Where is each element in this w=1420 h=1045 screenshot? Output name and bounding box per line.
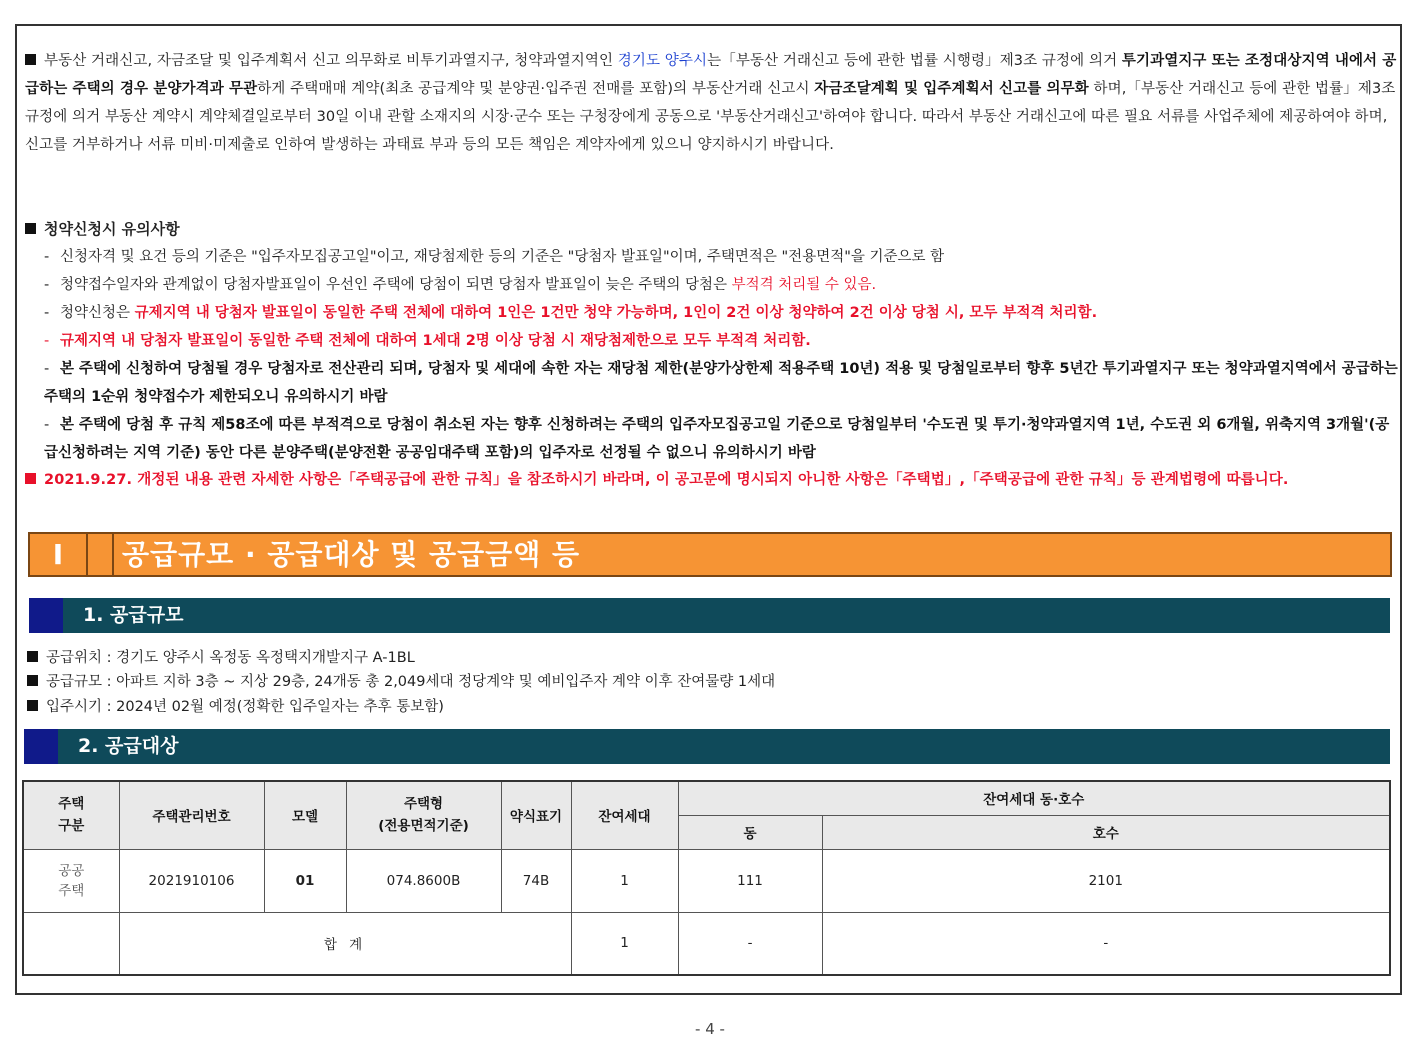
dash-icon: -: [44, 417, 50, 433]
cell-house-type: 공공 주택: [23, 849, 119, 912]
header-ho: 호수: [822, 815, 1390, 849]
notice-heading-text: 청약신청시 유의사항: [44, 220, 180, 238]
subsection-title: 2. 공급대상: [78, 735, 179, 757]
intro-paragraph: [25, 47, 1397, 159]
cell-mgmt-number: 2021910106: [119, 849, 264, 912]
header-mgmt-number: 주택관리번호: [119, 781, 264, 849]
supply-table: [22, 780, 1391, 976]
header-abbreviation: 약식표기: [501, 781, 571, 849]
cell-total-label: 합 계: [119, 912, 571, 975]
square-bullet-icon: [25, 54, 36, 65]
header-remaining: 잔여세대: [571, 781, 678, 849]
notice-heading: [25, 218, 180, 239]
cell-total-remaining: 1: [571, 912, 678, 975]
table-row: [23, 849, 1390, 912]
notice-item-text: 청약신청은: [60, 305, 135, 321]
cell-total-ho: -: [822, 912, 1390, 975]
scale-location-text: 공급위치 : 경기도 양주시 옥정동 옥정택지개발지구 A-1BL: [46, 650, 415, 666]
subsection-header-2: [24, 729, 1390, 764]
scale-location: [27, 646, 415, 670]
square-bullet-icon: [27, 700, 38, 711]
red-notice: [25, 466, 1397, 494]
table-total-row: [23, 912, 1390, 975]
section-banner: [28, 532, 1392, 577]
notice-item-bold: 본 주택에 신청하여 당첨될 경우 당첨자로 전산관리 되며, 당첨자 및 세대에 속한 자는 재당첨 제한(분양가상한제 적용주택 10년) 적용 및 당첨일로부터 향후 5년간 투기과열지구 또는 청약과열지역에서 공급하는 주택의 1순위 청약접수가 제한되오니 유의하시기 바람: [44, 361, 1398, 405]
square-bullet-icon: [27, 651, 38, 662]
scale-movein-text: 입주시기 : 2024년 02월 예정(정확한 입주일자는 추후 통보함): [46, 699, 444, 715]
scale-movein: [27, 695, 444, 719]
cell-empty: [23, 912, 119, 975]
section-number: I: [30, 534, 88, 575]
notice-item: [44, 327, 1400, 355]
intro-region: 경기도 양주시: [617, 53, 708, 69]
red-notice-text: 2021.9.27. 개정된 내용 관련 자세한 사항은「주택공급에 관한 규칙」을 참조하시기 바라며, 이 공고문에 명시되지 아니한 사항은「주택법」,「주택공급에 관한 규칙」등 관계법령에 따릅니다.: [44, 472, 1289, 488]
scale-size-text: 공급규모 : 아파트 지하 3층 ~ 지상 29층, 24개동 총 2,049세대 정당계약 및 예비입주자 계약 이후 잔여물량 1세대: [46, 674, 776, 690]
header-house-type: 주택 구분: [23, 781, 119, 849]
intro-bold: 투기과열지구 또는 조정대상지역 내에서 공급하는 주택의 경우 분양가격과 무관: [25, 53, 1397, 97]
subsection-marker: [29, 598, 63, 633]
header-unit-number: 잔여세대 동·호수: [678, 781, 1390, 815]
intro-text: 는「부동산 거래신고 등에 관한 법률 시행령」제3조 규정에 의거: [707, 53, 1122, 69]
cell-total-dong: -: [678, 912, 822, 975]
cell-dong: 111: [678, 849, 822, 912]
notice-item-red: 부적격 처리될 수 있음.: [731, 277, 877, 293]
notice-item: [44, 411, 1400, 467]
cell-model: 01: [264, 849, 346, 912]
notice-item: [44, 355, 1400, 411]
dash-icon: -: [44, 361, 50, 377]
notice-item: [44, 299, 1400, 327]
cell-abbreviation: 74B: [501, 849, 571, 912]
subsection-title: 1. 공급규모: [83, 604, 184, 626]
notice-item-red: 규제지역 내 당첨자 발표일이 동일한 주택 전체에 대하여 1인은 1건만 청약 가능하며, 1인이 2건 이상 청약하여 2건 이상 당첨 시, 모두 부적격 처리함.: [134, 305, 1098, 321]
dash-icon: -: [44, 277, 50, 293]
subsection-marker: [24, 729, 58, 764]
notice-item: [44, 243, 1400, 271]
scale-size: [27, 670, 775, 694]
cell-ho: 2101: [822, 849, 1390, 912]
subsection-header-1: [29, 598, 1390, 633]
notice-item-text: 청약접수일자와 관계없이 당첨자발표일이 우선인 주택에 당첨이 되면 당첨자 발표일이 늦은 주택의 당첨은: [60, 277, 732, 293]
intro-text: 부동산 거래신고, 자금조달 및 입주계획서 신고 의무화로 비투기과열지구, 청약과열지역인: [44, 53, 618, 69]
intro-text: 하게 주택매매 계약(최초 공급계약 및 분양권·입주권 전매를 포함)의 부동산거래 신고시: [257, 81, 815, 97]
notice-item: [44, 271, 1400, 299]
header-model: 모델: [264, 781, 346, 849]
cell-housing-type: 074.8600B: [346, 849, 501, 912]
cell-remaining: 1: [571, 849, 678, 912]
square-bullet-icon: [27, 675, 38, 686]
notice-item-text: 신청자격 및 요건 등의 기준은 "입주자모집공고일"이고, 재당첨제한 등의 기준은 "당첨자 발표일"이며, 주택면적은 "전용면적"을 기준으로 함: [60, 249, 945, 265]
square-bullet-icon: [25, 223, 36, 234]
notice-item-red: 규제지역 내 당첨자 발표일이 동일한 주택 전체에 대하여 1세대 2명 이상 당첨 시 재당첨제한으로 모두 부적격 처리함.: [60, 333, 811, 349]
intro-text: 하며,「부동산 거래신고 등에 관한 법률」제3조 규정에 의거 부동산 계약시 계약체결일로부터 30일 이내 관할 소재지의 시장·군수 또는 구청장에게 공동으로 '부동산거래신고'하여야 합니다. 따라서 부동산 거래신고에 따른 필요 서류를 사업주체에 제공하여야 하며, 신고를 거부하거나 서류 미비·미제출로 인하여 발생하는 과태료 부과 등의 모든 책임은 계약자에게 있으니 양지하시기 바랍니다.: [25, 81, 1396, 153]
section-title: 공급규모 · 공급대상 및 공급금액 등: [122, 538, 581, 571]
banner-divider: [88, 534, 114, 575]
square-bullet-icon: [25, 473, 36, 484]
dash-icon: -: [44, 333, 50, 349]
page-number: - 4 -: [695, 1020, 725, 1038]
dash-icon: -: [44, 249, 50, 265]
header-dong: 동: [678, 815, 822, 849]
intro-bold: 자금조달계획 및 입주계획서 신고를 의무화: [814, 81, 1089, 97]
notice-item-bold: 본 주택에 당첨 후 규칙 제58조에 따른 부적격으로 당첨이 취소된 자는 향후 신청하려는 주택의 입주자모집공고일 기준으로 당첨일부터 '수도권 및 투기·청약과열지역 1년, 수도권 외 6개월, 위축지역 3개월'(공급신청하려는 지역 기준) 동안 다른 분양주택(분양전환 공공임대주택 포함)의 입주자로 선정될 수 없으니 유의하시기 바람: [44, 417, 1390, 461]
header-housing-type: 주택형 (전용면적기준): [346, 781, 501, 849]
dash-icon: -: [44, 305, 50, 321]
